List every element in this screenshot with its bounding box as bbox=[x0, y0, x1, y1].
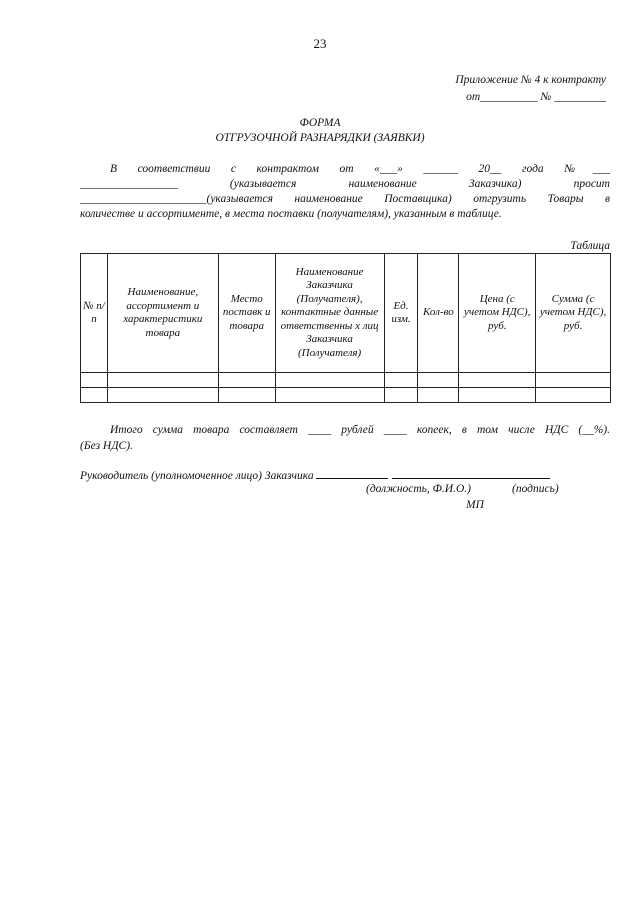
table-cell[interactable] bbox=[275, 373, 384, 388]
intro-line-2: _________________ (указывается наименование Заказчика) просит bbox=[80, 178, 610, 190]
table-cell[interactable] bbox=[459, 373, 536, 388]
table-cell[interactable] bbox=[384, 388, 418, 403]
table-row bbox=[81, 373, 611, 388]
table-row bbox=[81, 388, 611, 403]
signature-label: Руководитель (уполномоченное лицо) Заказчика bbox=[80, 470, 314, 482]
table-cell[interactable] bbox=[218, 373, 275, 388]
header-product-name: Наименование, ассортимент и характеристики товара bbox=[107, 254, 218, 373]
intro-line-1: В соответствии с контрактом от «___» ______ 20__ года №___ bbox=[110, 163, 610, 175]
table-cell[interactable] bbox=[218, 388, 275, 403]
table-cell[interactable] bbox=[418, 373, 459, 388]
annex-reference bbox=[380, 72, 606, 106]
table-cell[interactable] bbox=[536, 373, 611, 388]
header-delivery-place: Место поставк и товара bbox=[218, 254, 275, 373]
total-line-2: (Без НДС). bbox=[80, 440, 133, 452]
intro-paragraph bbox=[80, 162, 610, 222]
position-caption: (должность, Ф.И.О.) bbox=[366, 483, 471, 495]
table-cell[interactable] bbox=[107, 373, 218, 388]
form-title-line2: ОТГРУЗОЧНОЙ РАЗНАРЯДКИ (ЗАЯВКИ) bbox=[215, 132, 425, 144]
header-number: № п/п bbox=[81, 254, 108, 373]
table-cell[interactable] bbox=[81, 373, 108, 388]
intro-line-4: количестве и ассортименте, в места поставки (получателям), указанным в таблице. bbox=[80, 208, 502, 220]
form-title-line1: ФОРМА bbox=[299, 117, 341, 129]
annex-title: Приложение № 4 к контракту bbox=[455, 74, 606, 86]
table-cell[interactable] bbox=[81, 388, 108, 403]
table-caption: Таблица bbox=[570, 240, 610, 252]
total-paragraph bbox=[80, 422, 610, 454]
table-cell[interactable] bbox=[536, 388, 611, 403]
table-cell[interactable] bbox=[459, 388, 536, 403]
form-title bbox=[0, 116, 640, 146]
signature-caption: (подпись) bbox=[512, 483, 559, 495]
header-customer: Наименование Заказчика (Получателя), контактные данные ответственны х лиц Заказчика (Получателя) bbox=[275, 254, 384, 373]
page-number: 23 bbox=[313, 36, 327, 51]
header-quantity: Кол-во bbox=[418, 254, 459, 373]
table-cell[interactable] bbox=[275, 388, 384, 403]
shipment-table bbox=[80, 253, 611, 403]
table-cell[interactable] bbox=[418, 388, 459, 403]
annex-contract-date: от__________ № _________ bbox=[466, 91, 606, 103]
signature-line[interactable] bbox=[392, 467, 550, 479]
stamp-placeholder: МП bbox=[466, 499, 484, 511]
total-line-1: Итого сумма товара составляет ____ рублей ____ копеек, в том числе НДС (__%). bbox=[110, 424, 610, 436]
header-unit: Ед. изм. bbox=[384, 254, 418, 373]
table-cell[interactable] bbox=[384, 373, 418, 388]
table-header-row bbox=[81, 254, 611, 373]
intro-line-3: ______________________(указывается наименование Поставщика) отгрузить Товары в bbox=[80, 193, 610, 205]
header-price: Цена (с учетом НДС), руб. bbox=[459, 254, 536, 373]
table-cell[interactable] bbox=[107, 388, 218, 403]
signature-block bbox=[80, 467, 620, 484]
position-line[interactable] bbox=[316, 467, 388, 479]
header-sum: Сумма (с учетом НДС), руб. bbox=[536, 254, 611, 373]
